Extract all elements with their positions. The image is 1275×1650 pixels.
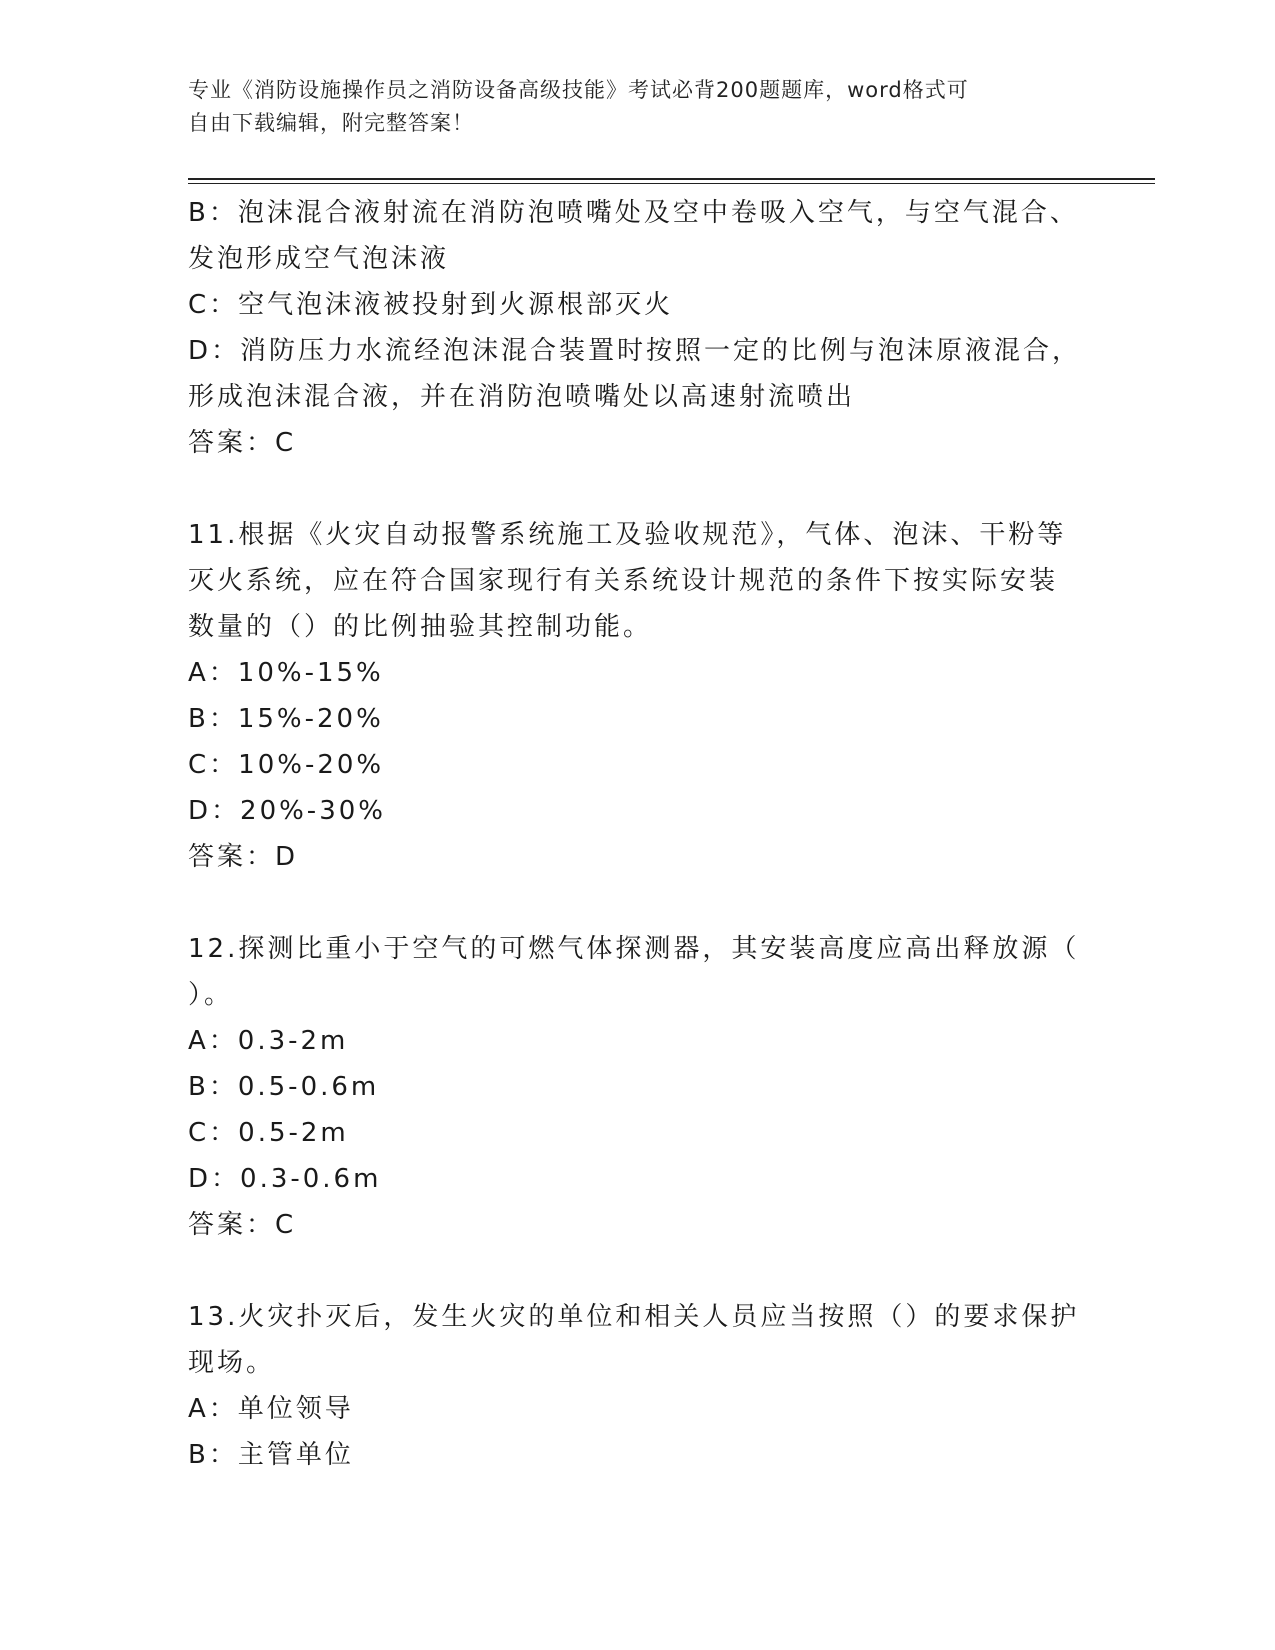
- option-c: C：0.5-2m: [188, 1118, 349, 1148]
- header-divider-thin: [188, 183, 1155, 184]
- question-13-block: [188, 1294, 1088, 1478]
- answer-line: 答案：D: [188, 842, 299, 872]
- option-d: D：0.3-0.6m: [188, 1164, 382, 1194]
- option-c: C：10%-20%: [188, 750, 385, 780]
- question-text: 数量的（）的比例抽验其控制功能。: [188, 612, 653, 642]
- question-text: 11.根据《火灾自动报警系统施工及验收规范》，气体、泡沫、干粉等: [188, 520, 1067, 550]
- spacer: [188, 1248, 1088, 1294]
- question-text: 12.探测比重小于空气的可燃气体探测器，其安装高度应高出释放源（: [188, 934, 1080, 964]
- option-b: B：15%-20%: [188, 704, 384, 734]
- answer-line: 答案：C: [188, 1210, 297, 1240]
- option-b: B：主管单位: [188, 1440, 354, 1470]
- question-text: 灭火系统，应在符合国家现行有关系统设计规范的条件下按实际安装: [188, 566, 1059, 596]
- spacer: [188, 466, 1088, 512]
- option-d-continued: 形成泡沫混合液，并在消防泡喷嘴处以高速射流喷出: [188, 382, 856, 412]
- header-line: 专业《消防设施操作员之消防设备高级技能》考试必背200题题库，word格式可: [188, 78, 969, 102]
- header-line: 自由下载编辑，附完整答案！: [188, 111, 474, 135]
- option-b: B：泡沫混合液射流在消防泡喷嘴处及空中卷吸入空气，与空气混合、: [188, 198, 1079, 228]
- question-text: ）。: [188, 980, 234, 1010]
- option-d: D：消防压力水流经泡沫混合装置时按照一定的比例与泡沫原液混合，: [188, 336, 1082, 366]
- option-a: A：0.3-2m: [188, 1026, 349, 1056]
- spacer: [188, 880, 1088, 926]
- option-b: B：0.5-0.6m: [188, 1072, 380, 1102]
- option-a: A：单位领导: [188, 1394, 354, 1424]
- question-10-block: [188, 190, 1088, 466]
- header-divider: [188, 178, 1155, 180]
- document-header: [188, 74, 1088, 140]
- answer-line: 答案：C: [188, 428, 297, 458]
- option-d: D：20%-30%: [188, 796, 386, 826]
- question-12-block: [188, 926, 1088, 1248]
- option-c: C：空气泡沫液被投射到火源根部灭火: [188, 290, 674, 320]
- document-body: [188, 190, 1088, 1478]
- question-text: 现场。: [188, 1348, 276, 1378]
- option-a: A：10%-15%: [188, 658, 384, 688]
- question-text: 13.火灾扑灭后，发生火灾的单位和相关人员应当按照（）的要求保护: [188, 1302, 1080, 1332]
- option-b-continued: 发泡形成空气泡沫液: [188, 244, 450, 274]
- question-11-block: [188, 512, 1088, 880]
